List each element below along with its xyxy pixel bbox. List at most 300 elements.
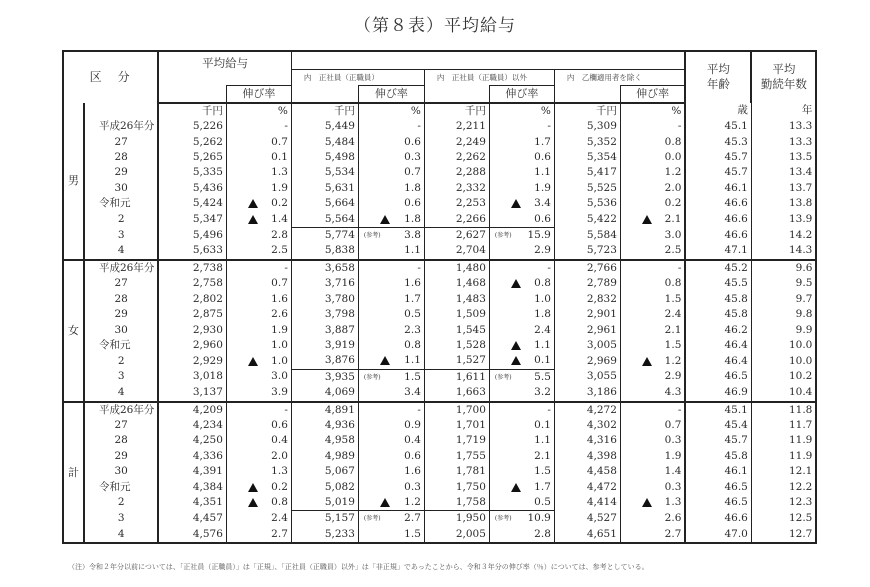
rate-value: 2.7 [271, 527, 288, 540]
cell-avg-pay: 4,336 [158, 449, 226, 464]
cell-excl-b-rate [620, 511, 685, 527]
rate-value: 1.8 [534, 308, 551, 321]
cell-excl-b-rate [620, 402, 685, 418]
cell-excl-b: 2,766 [554, 260, 620, 276]
cell-avg-age: 45.8 [685, 449, 751, 464]
unit-excl_b_rate: % [620, 103, 685, 119]
cell-non-regular: 1,468 [424, 276, 489, 291]
rate-value: 0.2 [271, 480, 288, 493]
table-row [63, 495, 816, 511]
cell-regular: 5,631 [291, 181, 358, 196]
cell-non-regular-rate [489, 369, 554, 385]
cell-excl-b-rate [620, 495, 685, 511]
row-label: 3 [84, 369, 158, 385]
row-label: 28 [84, 292, 158, 307]
decline-triangle-icon [248, 357, 258, 366]
rate-value: 1.6 [404, 465, 421, 478]
cell-avg-pay-rate [226, 135, 291, 150]
table-row [63, 464, 816, 479]
cell-avg-age: 47.1 [685, 243, 751, 259]
cell-avg-pay: 5,347 [158, 212, 226, 228]
rate-value: 1.0 [271, 354, 288, 367]
cell-non-regular-rate [489, 495, 554, 511]
avg-pay-blank [158, 86, 226, 103]
cell-non-regular-rate [489, 449, 554, 464]
rate-value: 1.1 [534, 166, 551, 179]
excl-b-rate-header: 伸び率 [620, 86, 685, 103]
table-row [63, 212, 816, 228]
rate-value: 1.2 [404, 495, 421, 508]
avg-pay-header: 平均給与 [158, 51, 291, 86]
decline-triangle-icon [642, 215, 652, 224]
rate-value: 1.8 [404, 181, 421, 194]
cell-avg-age: 45.8 [685, 292, 751, 307]
cell-non-regular-rate [489, 433, 554, 448]
rate-value: 1.6 [271, 292, 288, 305]
rate-value: 0.8 [534, 277, 551, 290]
cell-excl-b: 5,354 [554, 150, 620, 165]
cell-avg-age: 46.6 [685, 228, 751, 244]
decline-triangle-icon [380, 356, 390, 365]
cell-avg-pay: 4,250 [158, 433, 226, 448]
rate-value: 10.9 [527, 512, 551, 525]
row-label: 令和元 [84, 480, 158, 495]
cell-avg-tenure: 13.4 [751, 165, 816, 180]
table-row [63, 150, 816, 165]
cell-avg-age: 46.9 [685, 385, 751, 401]
decline-triangle-icon [642, 498, 652, 507]
cell-avg-tenure: 12.2 [751, 480, 816, 495]
decline-triangle-icon [642, 357, 652, 366]
cell-avg-tenure: 10.4 [751, 385, 816, 401]
cell-avg-age: 46.5 [685, 369, 751, 385]
cell-avg-tenure: 13.9 [751, 212, 816, 228]
cell-excl-b: 5,584 [554, 228, 620, 244]
rate-value: 2.4 [534, 323, 551, 336]
cell-regular: 3,876 [291, 353, 358, 369]
row-label: 27 [84, 418, 158, 433]
cell-non-regular-rate [489, 150, 554, 165]
cell-regular: 5,157 [291, 511, 358, 527]
cell-non-regular: 1,480 [424, 260, 489, 276]
cell-regular-rate [358, 243, 424, 259]
rate-value: 2.1 [534, 449, 551, 462]
cell-non-regular-rate [489, 135, 554, 150]
cell-non-regular: 1,701 [424, 418, 489, 433]
cell-avg-age: 46.4 [685, 338, 751, 353]
row-label: 4 [84, 243, 158, 259]
rate-value: 2.7 [664, 527, 682, 540]
rate-value: 0.2 [271, 197, 288, 210]
footnote: （注）令和２年分以前については、「正社員（正職員）」は「正規」、「正社員（正職員）以外」は「非正規」であったことから、令和３年分の伸び率（％）については、参考としている。 [68, 563, 649, 571]
cell-avg-tenure: 13.3 [751, 135, 816, 150]
table-row [63, 353, 816, 369]
cell-regular: 5,498 [291, 150, 358, 165]
cell-regular: 5,564 [291, 212, 358, 228]
cell-avg-pay-rate [226, 150, 291, 165]
cell-non-regular-rate [489, 527, 554, 543]
rate-value: 0.6 [404, 135, 421, 148]
cell-avg-tenure: 10.0 [751, 353, 816, 369]
rate-value: 0.5 [534, 495, 551, 508]
cell-avg-age: 46.4 [685, 353, 751, 369]
cell-regular-rate [358, 449, 424, 464]
cell-regular: 5,664 [291, 196, 358, 211]
row-label: 30 [84, 464, 158, 479]
cell-avg-pay: 4,234 [158, 418, 226, 433]
cell-excl-b: 3,005 [554, 338, 620, 353]
cell-excl-b: 5,723 [554, 243, 620, 259]
cell-non-regular: 2,249 [424, 135, 489, 150]
cell-non-regular: 1,781 [424, 464, 489, 479]
rate-value: 3.0 [271, 370, 288, 383]
rate-value: 2.4 [271, 512, 288, 525]
cell-excl-b: 5,352 [554, 135, 620, 150]
rate-value: 0.7 [664, 418, 682, 431]
rate-value: 0.7 [271, 135, 288, 148]
cell-regular-rate [358, 276, 424, 291]
cell-regular-rate [358, 135, 424, 150]
cell-avg-age: 45.1 [685, 402, 751, 418]
cell-excl-b: 3,186 [554, 385, 620, 401]
table-row [63, 385, 816, 401]
rate-value: 1.0 [271, 338, 288, 351]
rate-value: 3.4 [404, 386, 421, 399]
cell-excl-b: 5,417 [554, 165, 620, 180]
row-label: 3 [84, 511, 158, 527]
cell-avg-pay-rate [226, 292, 291, 307]
cell-avg-pay: 2,929 [158, 353, 226, 369]
cell-avg-pay-rate [226, 276, 291, 291]
cell-regular: 5,233 [291, 527, 358, 543]
excl-b-blank [554, 86, 620, 103]
cell-avg-pay-rate [226, 511, 291, 527]
rate-value: 0.3 [664, 434, 682, 447]
cell-avg-pay-rate [226, 228, 291, 244]
cell-regular-rate [358, 323, 424, 338]
cell-non-regular: 1,663 [424, 385, 489, 401]
rate-value: 1.5 [534, 465, 551, 478]
rate-value: 2.8 [534, 527, 551, 540]
regular-blank [291, 86, 358, 103]
cell-avg-age: 45.7 [685, 433, 751, 448]
cell-avg-pay-rate [226, 385, 291, 401]
cell-excl-b-rate [620, 353, 685, 369]
rate-value: - [284, 120, 288, 133]
cell-avg-pay-rate [226, 480, 291, 495]
cell-avg-pay-rate [226, 449, 291, 464]
rate-value: - [677, 403, 682, 416]
rate-value: 0.7 [271, 277, 288, 290]
unit-avg_tenure: 年 [751, 103, 816, 119]
cell-avg-pay: 5,633 [158, 243, 226, 259]
rate-value: 5.5 [534, 370, 551, 383]
rate-value: 0.3 [404, 151, 421, 164]
rate-value: 0.6 [404, 449, 421, 462]
table-row [63, 338, 816, 353]
row-label: 28 [84, 150, 158, 165]
cell-avg-pay-rate [226, 260, 291, 276]
cell-avg-age: 46.6 [685, 511, 751, 527]
cell-non-regular: 2,253 [424, 196, 489, 211]
cell-excl-b-rate [620, 119, 685, 134]
rate-value: 1.9 [664, 449, 682, 462]
cell-regular: 4,936 [291, 418, 358, 433]
decline-triangle-icon [511, 279, 521, 288]
rate-value: 2.5 [271, 244, 288, 257]
table-row [63, 276, 816, 291]
cell-non-regular-rate [489, 385, 554, 401]
unit-non_regular_rate: % [489, 103, 554, 119]
rate-value: 3.4 [534, 197, 551, 210]
rate-value: 0.2 [664, 197, 682, 210]
cell-excl-b-rate [620, 480, 685, 495]
table-row [63, 480, 816, 495]
table-row [63, 181, 816, 196]
table-row [63, 165, 816, 180]
rate-value: 2.9 [534, 244, 551, 257]
cell-avg-tenure: 12.1 [751, 464, 816, 479]
cell-regular-rate [358, 165, 424, 180]
cell-excl-b-rate [620, 228, 685, 244]
cell-non-regular-rate [489, 338, 554, 353]
unit-regular: 千円 [291, 103, 358, 119]
decline-triangle-icon [511, 356, 521, 365]
avg-age-header [685, 51, 751, 103]
cell-excl-b: 2,901 [554, 307, 620, 322]
cell-avg-pay: 4,209 [158, 402, 226, 418]
cell-regular: 3,780 [291, 292, 358, 307]
average-salary-table [62, 50, 817, 544]
row-label: 29 [84, 307, 158, 322]
table-row [63, 307, 816, 322]
avg-age-line1: 平均 [706, 62, 730, 77]
cell-avg-pay: 5,265 [158, 150, 226, 165]
rate-value: 1.8 [404, 212, 421, 225]
cell-avg-tenure: 11.9 [751, 449, 816, 464]
non-regular-rate-header: 伸び率 [489, 86, 554, 103]
header-spacer [291, 51, 685, 70]
decline-triangle-icon [511, 199, 521, 208]
cell-avg-pay-rate [226, 433, 291, 448]
rate-value: 0.1 [534, 418, 551, 431]
cell-excl-b: 4,527 [554, 511, 620, 527]
cell-excl-b: 4,414 [554, 495, 620, 511]
cell-regular-rate [358, 369, 424, 385]
table-row [63, 402, 816, 418]
cell-avg-tenure: 9.6 [751, 260, 816, 276]
rate-value: 0.3 [664, 480, 682, 493]
rate-value: 0.6 [534, 151, 551, 164]
cell-avg-pay: 5,436 [158, 181, 226, 196]
cell-avg-pay: 4,576 [158, 527, 226, 543]
rate-value: 1.7 [404, 292, 421, 305]
cell-avg-pay: 4,457 [158, 511, 226, 527]
cell-non-regular-rate [489, 276, 554, 291]
rate-value: - [417, 120, 421, 133]
rate-value: 1.4 [664, 465, 682, 478]
cell-non-regular-rate [489, 243, 554, 259]
rate-value: 1.3 [271, 166, 288, 179]
rate-value: 4.3 [664, 386, 682, 399]
cell-avg-tenure: 11.7 [751, 418, 816, 433]
page-title: （第８表）平均給与 [354, 16, 516, 36]
cell-non-regular: 2,262 [424, 150, 489, 165]
rate-value: 1.6 [404, 277, 421, 290]
cell-regular: 4,891 [291, 402, 358, 418]
cell-regular-rate [358, 433, 424, 448]
row-label: 27 [84, 276, 158, 291]
cell-avg-age: 45.7 [685, 150, 751, 165]
cell-avg-tenure: 11.8 [751, 402, 816, 418]
decline-triangle-icon [248, 498, 258, 507]
cell-non-regular-rate [489, 292, 554, 307]
row-label: 平成26年分 [84, 402, 158, 418]
cell-avg-pay: 5,424 [158, 196, 226, 211]
rate-value: - [547, 261, 551, 274]
rate-value: 0.5 [404, 308, 421, 321]
cell-excl-b: 4,651 [554, 527, 620, 543]
cell-non-regular-rate [489, 307, 554, 322]
cell-avg-age: 45.3 [685, 135, 751, 150]
avg-tenure-header [751, 51, 816, 103]
cell-avg-tenure: 9.5 [751, 276, 816, 291]
cell-avg-pay-rate [226, 307, 291, 322]
avg-tenure-line1: 平均 [772, 62, 796, 77]
cell-avg-age: 45.8 [685, 307, 751, 322]
cell-regular: 5,019 [291, 495, 358, 511]
rate-value: 0.6 [271, 418, 288, 431]
cell-non-regular: 1,755 [424, 449, 489, 464]
avg-tenure-line2: 勤続年数 [760, 77, 807, 92]
reference-note: (参考) [494, 515, 512, 523]
avg-pay-rate-header: 伸び率 [226, 86, 291, 103]
cell-avg-pay: 4,391 [158, 464, 226, 479]
cell-excl-b: 5,309 [554, 119, 620, 134]
cell-regular-rate [358, 511, 424, 527]
cell-excl-b-rate [620, 418, 685, 433]
cell-avg-pay-rate [226, 212, 291, 228]
non-regular-header: 内 正社員（正職員）以外 [424, 70, 554, 86]
cell-regular-rate [358, 228, 424, 244]
cell-avg-age: 46.1 [685, 181, 751, 196]
cell-non-regular-rate [489, 212, 554, 228]
cell-non-regular-rate [489, 464, 554, 479]
cell-non-regular: 1,527 [424, 353, 489, 369]
cell-avg-age: 45.1 [685, 119, 751, 134]
cell-excl-b-rate [620, 276, 685, 291]
decline-triangle-icon [380, 215, 390, 224]
cell-avg-pay: 5,496 [158, 228, 226, 244]
cell-excl-b: 2,961 [554, 323, 620, 338]
cell-regular: 4,069 [291, 385, 358, 401]
row-label: 2 [84, 495, 158, 511]
table-row [63, 418, 816, 433]
table-row [63, 260, 816, 276]
cell-non-regular-rate [489, 119, 554, 134]
cell-non-regular: 2,288 [424, 165, 489, 180]
cell-excl-b-rate [620, 338, 685, 353]
cell-avg-pay-rate [226, 196, 291, 211]
table-row [63, 292, 816, 307]
cell-avg-pay: 2,758 [158, 276, 226, 291]
cell-non-regular: 1,758 [424, 495, 489, 511]
table-row [63, 119, 816, 134]
cell-excl-b: 5,525 [554, 181, 620, 196]
rate-value: 1.9 [271, 323, 288, 336]
cell-non-regular-rate [489, 511, 554, 527]
cell-avg-pay: 5,226 [158, 119, 226, 134]
cell-regular: 5,082 [291, 480, 358, 495]
cell-non-regular-rate [489, 353, 554, 369]
reference-note: (参考) [494, 232, 512, 240]
cell-regular-rate [358, 212, 424, 228]
decline-triangle-icon [248, 215, 258, 224]
cell-regular-rate [358, 119, 424, 134]
cell-avg-pay: 3,137 [158, 385, 226, 401]
cell-excl-b-rate [620, 150, 685, 165]
cell-avg-pay: 2,802 [158, 292, 226, 307]
cell-non-regular-rate [489, 196, 554, 211]
cell-excl-b-rate [620, 181, 685, 196]
row-label: 29 [84, 165, 158, 180]
cell-excl-b-rate [620, 292, 685, 307]
cell-excl-b-rate [620, 260, 685, 276]
cell-regular: 3,919 [291, 338, 358, 353]
rate-value: 1.9 [534, 181, 551, 194]
cell-non-regular-rate [489, 181, 554, 196]
rate-value: 1.0 [534, 292, 551, 305]
rate-value: 0.6 [534, 212, 551, 225]
cell-avg-pay-rate [226, 119, 291, 134]
cell-non-regular: 1,611 [424, 369, 489, 385]
rate-value: 2.1 [664, 212, 682, 225]
excl-b-header: 内 乙欄適用者を除く [554, 70, 685, 86]
cell-avg-pay: 2,875 [158, 307, 226, 322]
cell-avg-tenure: 9.8 [751, 307, 816, 322]
cell-excl-b: 2,789 [554, 276, 620, 291]
row-label: 平成26年分 [84, 260, 158, 276]
cell-excl-b-rate [620, 527, 685, 543]
table-row [63, 243, 816, 259]
cell-avg-tenure: 9.7 [751, 292, 816, 307]
unit-avg_pay_rate: % [226, 103, 291, 119]
row-label: 4 [84, 527, 158, 543]
cell-avg-tenure: 9.9 [751, 323, 816, 338]
cell-non-regular-rate [489, 480, 554, 495]
section-label: 計 [63, 402, 84, 544]
rate-value: 1.5 [664, 292, 682, 305]
cell-excl-b-rate [620, 135, 685, 150]
rate-value: 0.0 [664, 151, 682, 164]
cell-non-regular-rate [489, 228, 554, 244]
rate-value: 0.4 [404, 434, 421, 447]
reference-note: (参考) [363, 373, 381, 381]
cell-regular: 5,534 [291, 165, 358, 180]
cell-avg-pay: 2,960 [158, 338, 226, 353]
cell-regular-rate [358, 181, 424, 196]
cell-avg-pay: 2,930 [158, 323, 226, 338]
cell-excl-b: 2,969 [554, 353, 620, 369]
cell-avg-tenure: 12.7 [751, 527, 816, 543]
row-label: 4 [84, 385, 158, 401]
rate-value: 2.7 [404, 512, 421, 525]
rate-value: 0.8 [271, 496, 288, 509]
cell-avg-tenure: 13.3 [751, 119, 816, 134]
cell-avg-pay-rate [226, 165, 291, 180]
cell-excl-b-rate [620, 307, 685, 322]
cell-avg-pay: 5,335 [158, 165, 226, 180]
